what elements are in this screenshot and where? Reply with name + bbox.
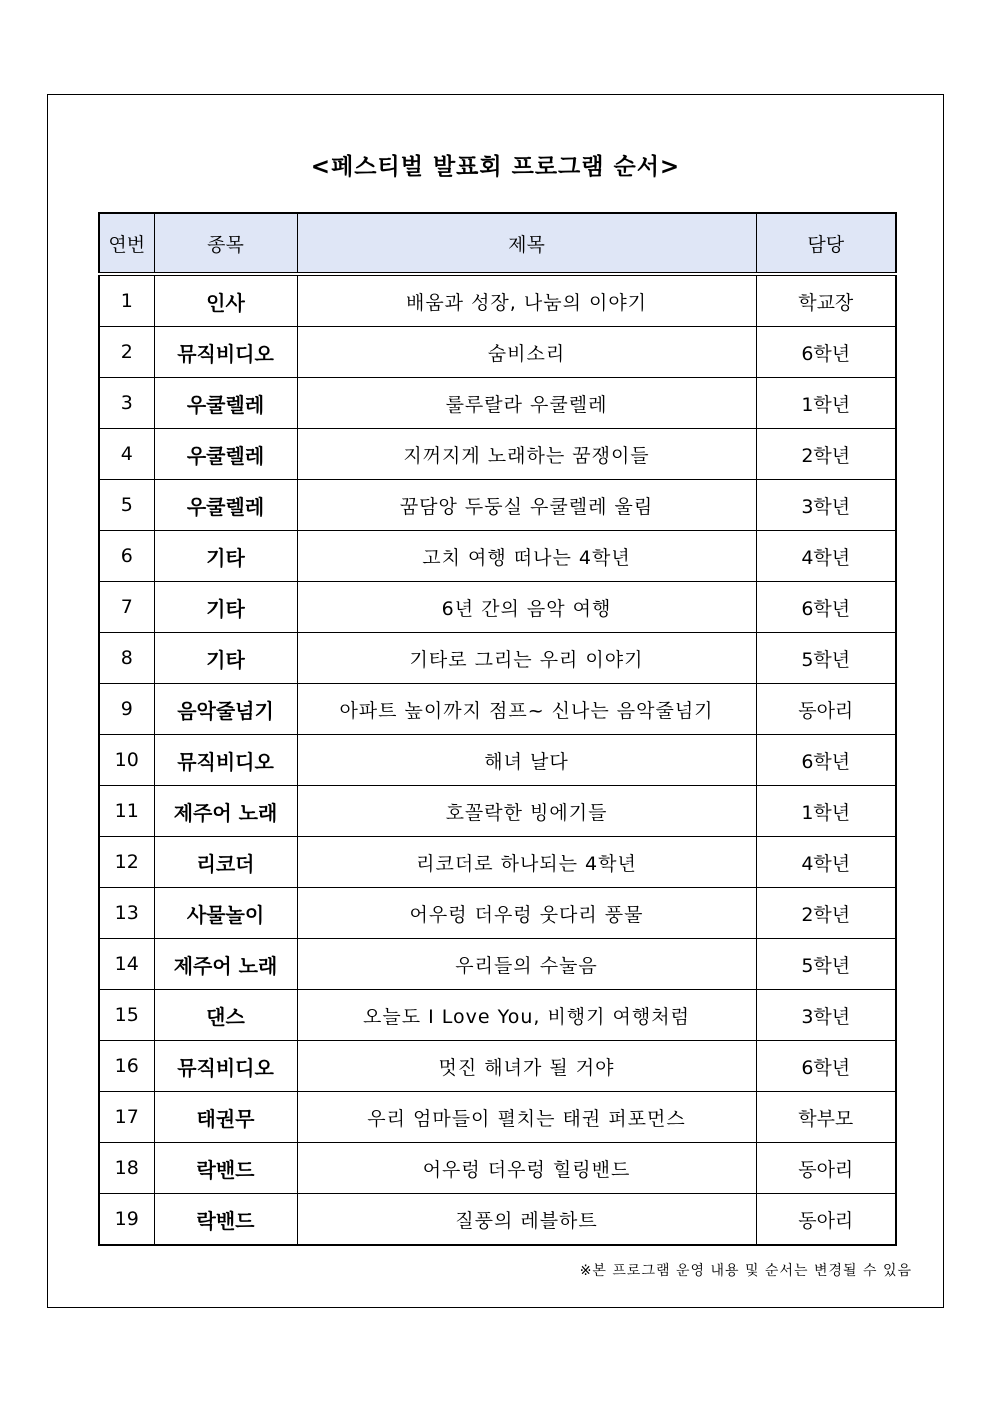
cell-title: 기타로 그리는 우리 이야기 <box>297 633 756 684</box>
cell-genre: 기타 <box>154 531 297 582</box>
cell-number: 13 <box>99 888 154 939</box>
header-number: 연번 <box>99 213 154 274</box>
cell-number: 12 <box>99 837 154 888</box>
cell-number: 19 <box>99 1194 154 1246</box>
table-body <box>99 274 896 1245</box>
cell-number: 14 <box>99 939 154 990</box>
cell-title: 우리 엄마들이 펼치는 태권 퍼포먼스 <box>297 1092 756 1143</box>
cell-title: 우리들의 수눌음 <box>297 939 756 990</box>
cell-number: 15 <box>99 990 154 1041</box>
cell-genre: 제주어 노래 <box>154 786 297 837</box>
cell-owner: 6학년 <box>756 327 896 378</box>
cell-number: 7 <box>99 582 154 633</box>
table-row <box>99 888 896 939</box>
cell-owner: 3학년 <box>756 480 896 531</box>
cell-owner: 동아리 <box>756 1194 896 1246</box>
cell-number: 10 <box>99 735 154 786</box>
cell-genre: 우쿨렐레 <box>154 480 297 531</box>
table-row <box>99 837 896 888</box>
cell-title: 고치 여행 떠나는 4학년 <box>297 531 756 582</box>
cell-number: 18 <box>99 1143 154 1194</box>
cell-title: 숨비소리 <box>297 327 756 378</box>
cell-owner: 학교장 <box>756 274 896 327</box>
page-title: <페스티벌 발표회 프로그램 순서> <box>310 154 681 180</box>
cell-title: 해녀 날다 <box>297 735 756 786</box>
cell-title: 질풍의 레블하트 <box>297 1194 756 1246</box>
cell-genre: 리코더 <box>154 837 297 888</box>
cell-number: 11 <box>99 786 154 837</box>
cell-owner: 학부모 <box>756 1092 896 1143</box>
program-table <box>98 212 897 1246</box>
table-row <box>99 939 896 990</box>
cell-owner: 동아리 <box>756 684 896 735</box>
cell-number: 5 <box>99 480 154 531</box>
cell-genre: 제주어 노래 <box>154 939 297 990</box>
table-row <box>99 327 896 378</box>
cell-title: 멋진 해녀가 될 거야 <box>297 1041 756 1092</box>
cell-owner: 1학년 <box>756 378 896 429</box>
cell-number: 16 <box>99 1041 154 1092</box>
cell-number: 3 <box>99 378 154 429</box>
cell-number: 8 <box>99 633 154 684</box>
cell-genre: 음악줄넘기 <box>154 684 297 735</box>
table-row <box>99 378 896 429</box>
table-row <box>99 633 896 684</box>
table-row <box>99 582 896 633</box>
cell-genre: 댄스 <box>154 990 297 1041</box>
table-row <box>99 1041 896 1092</box>
cell-title: 어우렁 더우렁 웃다리 풍물 <box>297 888 756 939</box>
cell-title: 오늘도 I Love You, 비행기 여행처럼 <box>297 990 756 1041</box>
cell-genre: 뮤직비디오 <box>154 735 297 786</box>
table-row <box>99 1194 896 1246</box>
table-row <box>99 531 896 582</box>
table-row <box>99 786 896 837</box>
cell-owner: 동아리 <box>756 1143 896 1194</box>
table-row <box>99 480 896 531</box>
cell-title: 아파트 높이까지 점프~ 신나는 음악줄넘기 <box>297 684 756 735</box>
cell-owner: 3학년 <box>756 990 896 1041</box>
cell-number: 4 <box>99 429 154 480</box>
header-row <box>99 213 896 274</box>
cell-genre: 뮤직비디오 <box>154 327 297 378</box>
cell-genre: 태권무 <box>154 1092 297 1143</box>
cell-owner: 4학년 <box>756 837 896 888</box>
cell-number: 2 <box>99 327 154 378</box>
cell-title: 룰루랄라 우쿨렐레 <box>297 378 756 429</box>
table-header <box>99 213 896 274</box>
table-row <box>99 990 896 1041</box>
header-genre: 종목 <box>154 213 297 274</box>
cell-genre: 락밴드 <box>154 1143 297 1194</box>
table-row <box>99 274 896 327</box>
header-title: 제목 <box>297 213 756 274</box>
table-row <box>99 429 896 480</box>
cell-title: 지꺼지게 노래하는 꿈쟁이들 <box>297 429 756 480</box>
cell-genre: 우쿨렐레 <box>154 378 297 429</box>
cell-owner: 1학년 <box>756 786 896 837</box>
cell-genre: 기타 <box>154 633 297 684</box>
cell-owner: 4학년 <box>756 531 896 582</box>
table-row <box>99 1143 896 1194</box>
cell-title: 리코더로 하나되는 4학년 <box>297 837 756 888</box>
cell-genre: 사물놀이 <box>154 888 297 939</box>
cell-title: 어우렁 더우렁 힐링밴드 <box>297 1143 756 1194</box>
footnote: ※본 프로그램 운영 내용 및 순서는 변경될 수 있음 <box>579 1263 912 1279</box>
cell-owner: 6학년 <box>756 1041 896 1092</box>
cell-title: 6년 간의 음악 여행 <box>297 582 756 633</box>
cell-genre: 뮤직비디오 <box>154 1041 297 1092</box>
cell-title: 호꼴락한 빙에기들 <box>297 786 756 837</box>
cell-title: 꿈담앙 두둥실 우쿨렐레 울림 <box>297 480 756 531</box>
cell-title: 배움과 성장, 나눔의 이야기 <box>297 274 756 327</box>
cell-owner: 2학년 <box>756 888 896 939</box>
cell-genre: 기타 <box>154 582 297 633</box>
cell-genre: 인사 <box>154 274 297 327</box>
cell-owner: 2학년 <box>756 429 896 480</box>
cell-number: 17 <box>99 1092 154 1143</box>
cell-owner: 6학년 <box>756 735 896 786</box>
table-row <box>99 735 896 786</box>
cell-genre: 우쿨렐레 <box>154 429 297 480</box>
table-row <box>99 684 896 735</box>
header-owner: 담당 <box>756 213 896 274</box>
cell-number: 9 <box>99 684 154 735</box>
cell-number: 6 <box>99 531 154 582</box>
cell-owner: 5학년 <box>756 939 896 990</box>
cell-owner: 5학년 <box>756 633 896 684</box>
cell-number: 1 <box>99 274 154 327</box>
cell-owner: 6학년 <box>756 582 896 633</box>
cell-genre: 락밴드 <box>154 1194 297 1246</box>
table-row <box>99 1092 896 1143</box>
